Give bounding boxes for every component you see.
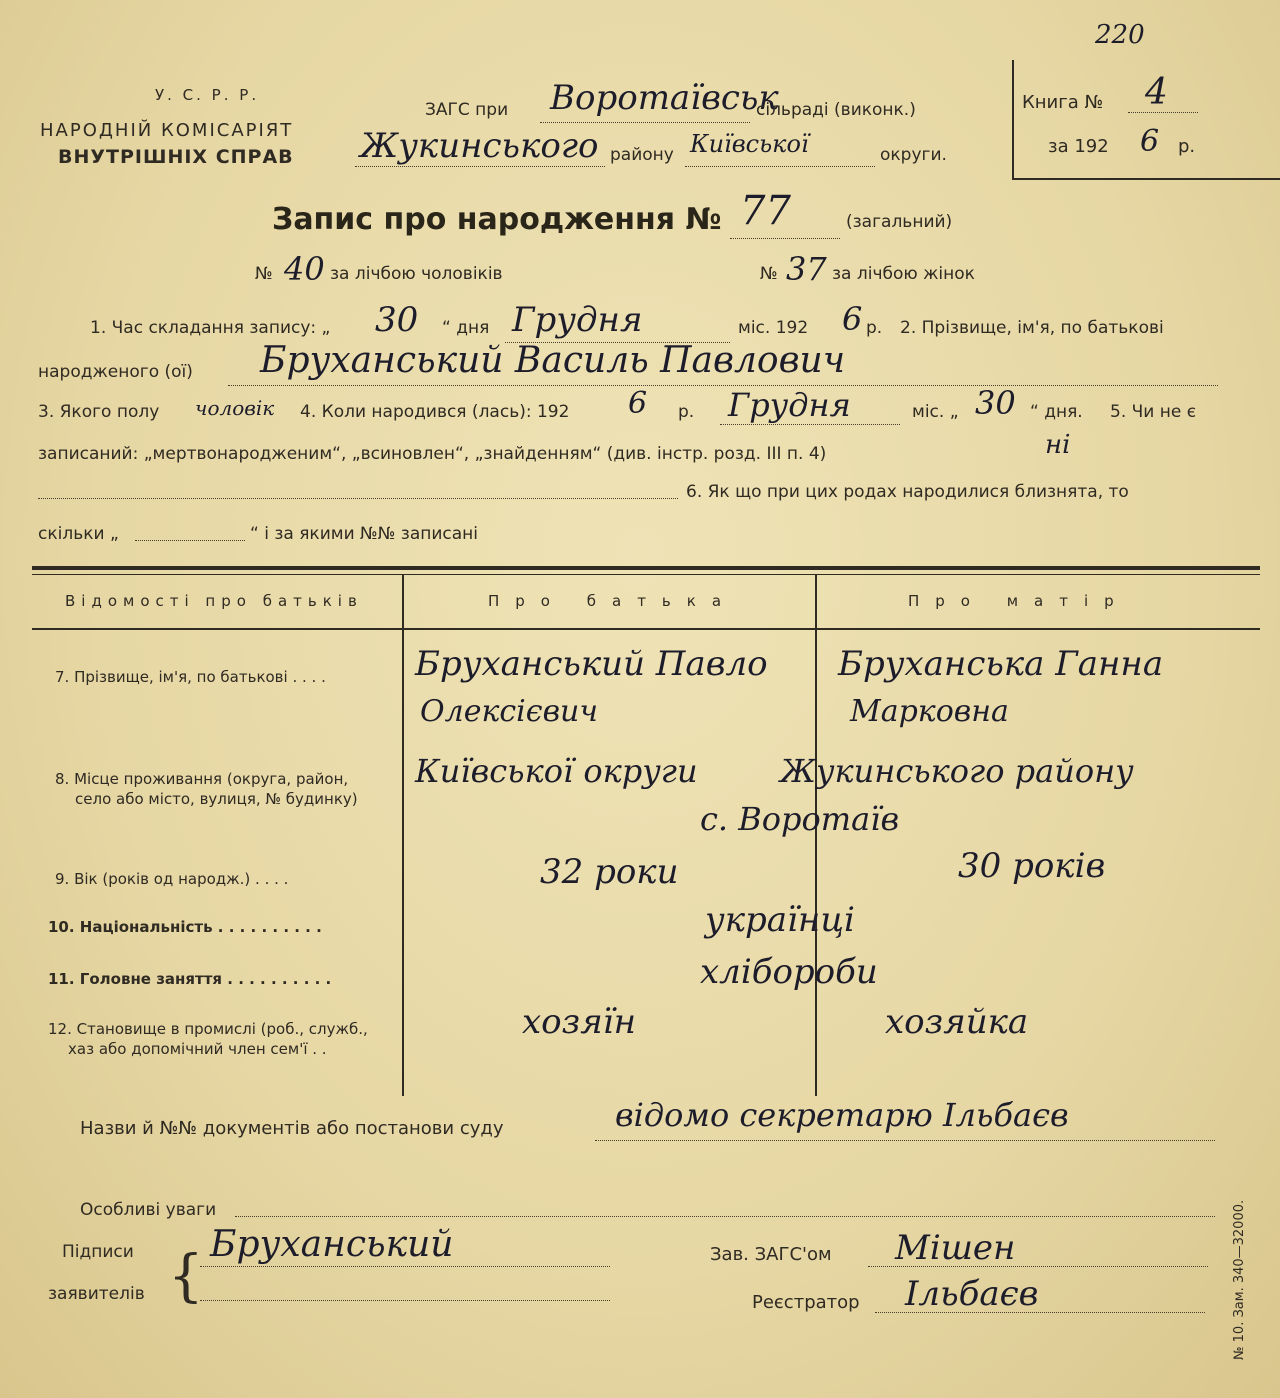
field5-label: 5. Чи не є [1110, 402, 1197, 422]
book-number: 4 [1145, 72, 1168, 113]
field6-label: 6. Як що при цих родах народилися близнята, то [686, 482, 1129, 502]
field1-year-suffix: р. [866, 318, 883, 338]
field1-label: 1. Час складання запису: „ [90, 318, 331, 338]
docs-label: Назви й №№ документів або постанови суду [80, 1118, 504, 1139]
field1-month-suffix: міс. 192 [738, 318, 809, 338]
field5-blank-line [38, 498, 678, 499]
field4-month-suffix: міс. „ [912, 402, 959, 422]
table-header-father: Про батька [488, 592, 738, 610]
docs-value: відомо секретарю Ільбаєв [615, 1096, 1069, 1134]
book-number-line [1128, 112, 1198, 113]
record-number-line [730, 238, 840, 239]
district-line [355, 166, 605, 167]
mother-name-line2: Марковна [850, 694, 1009, 729]
table-top-rule [32, 566, 1260, 570]
field6-label3: “ і за якими №№ записані [250, 524, 479, 544]
book-year-prefix: за 192 [1048, 136, 1109, 157]
sign-line1 [200, 1266, 610, 1267]
field4-day: 30 [975, 384, 1016, 422]
docs-line [595, 1140, 1215, 1141]
father-name-line1: Бруханський Павло [415, 644, 768, 684]
okruha-value: Київської [690, 130, 809, 158]
sign-label1: Підписи [62, 1242, 134, 1262]
field4-year-suffix: р. [678, 402, 695, 422]
row7-label: 7. Прізвище, ім'я, по батькові . . . . [55, 668, 326, 686]
sign-line2 [200, 1300, 610, 1301]
mother-name-line1: Бруханська Ганна [838, 644, 1164, 684]
row8-label: 8. Місце проживання (округа, район, [55, 770, 349, 788]
head-signature: Мішен [895, 1228, 1016, 1268]
notes-label: Особливі уваги [80, 1200, 217, 1220]
village-suffix: сільраді (виконк.) [756, 100, 916, 120]
row11-label: 11. Головне заняття . . . . . . . . . . [48, 970, 332, 988]
child-name-line [228, 385, 1218, 386]
field4-month-line [720, 424, 900, 425]
book-box-left [1012, 60, 1014, 180]
male-number: 40 [284, 250, 325, 288]
father-position: хозяїн [522, 1002, 636, 1042]
nationality-value: українці [705, 900, 855, 940]
archive-number: 220 [1095, 20, 1145, 50]
commissariat-line1: НАРОДНІЙ КОМІСАРІЯТ [40, 120, 294, 141]
village-line [540, 122, 750, 123]
commissariat-line2: ВНУТРІШНІХ СПРАВ [58, 146, 294, 168]
row8-label2: село або місто, вулиця, № будинку) [75, 790, 358, 808]
village-value: Воротаївськ [550, 78, 779, 118]
male-suffix: за лічбою чоловіків [330, 264, 503, 284]
table-header-mother: Про матір [908, 592, 1130, 610]
field4-label: 4. Коли народився (лась): 192 [300, 402, 570, 422]
table-divider-1 [402, 574, 404, 1096]
field1-day: 30 [375, 300, 419, 340]
okruha-suffix: округи. [880, 145, 947, 165]
field1-day-suffix: “ дня [442, 318, 490, 338]
female-number: 37 [786, 250, 827, 288]
district-suffix: району [610, 145, 674, 165]
shared-village: с. Воротаїв [700, 800, 900, 838]
table-header-rule [32, 628, 1260, 630]
female-suffix: за лічбою жінок [832, 264, 975, 284]
table-top-rule-thin [32, 574, 1260, 575]
mother-position: хозяйка [885, 1002, 1029, 1042]
field4-month: Грудня [728, 386, 851, 424]
row12-label2: хаз або допомічний член сем'ї . . [68, 1040, 327, 1058]
field1-month: Грудня [512, 300, 643, 340]
book-label: Книга № [1022, 92, 1104, 113]
record-general: (загальний) [846, 212, 953, 232]
field6-label2: скільки „ [38, 524, 119, 544]
field1-year: 6 [842, 300, 863, 338]
record-number: 77 [740, 188, 791, 234]
field2-label2: народженого (ої) [38, 362, 193, 382]
field5-label2: записаний: „мертвонародженим“, „всиновлен“, „знайденням“ (див. інстр. розд. III п. 4) [38, 444, 827, 464]
field4-year: 6 [628, 386, 648, 421]
print-stamp: № 10. Зам. 340—32000. [1232, 1199, 1247, 1360]
applicant-signature: Бруханський [210, 1224, 454, 1265]
okruha-line [685, 166, 875, 167]
republic-label: У. С. Р. Р. [155, 86, 260, 104]
field6-count-line [135, 540, 245, 541]
row10-label: 10. Національність . . . . . . . . . . [48, 918, 322, 936]
registrar-signature: Ільбаєв [905, 1274, 1039, 1314]
mother-residence: Жукинського району [780, 752, 1134, 790]
district-value: Жукинського [360, 126, 599, 166]
zags-prefix: ЗАГС при [425, 100, 509, 120]
registrar-label: Реєстратор [752, 1292, 860, 1313]
mother-age: 30 років [958, 846, 1106, 886]
field3-value: чоловік [195, 396, 275, 420]
child-name-value: Бруханський Василь Павлович [260, 340, 846, 381]
notes-line [235, 1216, 1215, 1217]
field4-day-suffix: “ дня. [1030, 402, 1083, 422]
book-year-suffix: р. [1178, 136, 1196, 157]
field3-label: 3. Якого полу [38, 402, 160, 422]
book-year-digit: 6 [1140, 124, 1160, 159]
field2-label: 2. Прізвище, ім'я, по батькові [900, 318, 1164, 338]
book-box-bottom [1012, 178, 1280, 180]
male-prefix: № [255, 264, 273, 284]
occupation-value: хлібороби [700, 952, 878, 992]
sign-label2: заявителів [48, 1284, 145, 1304]
row9-label: 9. Вік (років од народж.) . . . . [55, 870, 289, 888]
father-residence: Київської округи [415, 752, 698, 790]
registrar-line [875, 1312, 1205, 1313]
record-title: Запис про народження № [272, 202, 722, 237]
father-name-line2: Олексієвич [420, 694, 599, 729]
row12-label: 12. Становище в промислі (роб., служб., [48, 1020, 368, 1038]
table-header-info: Відомості про батьків [65, 592, 363, 610]
head-line [868, 1266, 1208, 1267]
female-prefix: № [760, 264, 778, 284]
field5-value: ні [1045, 430, 1071, 460]
father-age: 32 роки [540, 852, 679, 892]
sign-brace: { [168, 1244, 204, 1309]
head-label: Зав. ЗАГС'ом [710, 1244, 832, 1265]
